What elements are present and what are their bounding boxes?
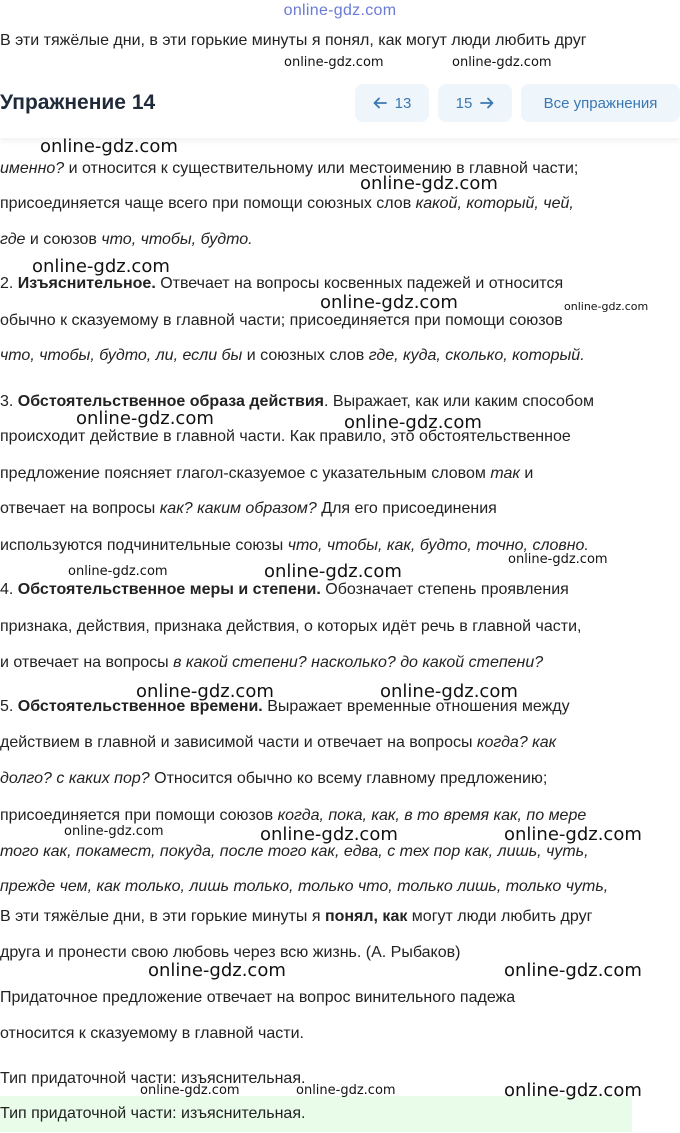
arrow-right-icon bbox=[480, 96, 494, 110]
watermark: online-gdz.com bbox=[504, 824, 642, 845]
text-line: признака, действия, признака действия, о которых идёт речь в главной части, bbox=[0, 618, 582, 635]
text-line: действием в главной и зависимой части и отвечает на вопросы когда? как bbox=[0, 734, 557, 751]
text-line: именно? и относится к существительному или местоимению в главной части; bbox=[0, 160, 579, 177]
solution-sentence: В эти тяжёлые дни, в эти горькие минуты я понял, как могут люди любить друг bbox=[0, 908, 593, 925]
clause-type-answer: Тип придаточной части: изъяснительная. bbox=[0, 1105, 306, 1122]
watermark: online-gdz.com bbox=[64, 824, 164, 839]
watermark: online-gdz.com bbox=[136, 681, 274, 702]
all-exercises-button[interactable] bbox=[521, 84, 680, 122]
watermark: online-gdz.com bbox=[360, 173, 498, 194]
text-line: 4. Обстоятельственное меры и степени. Обозначает степень проявления bbox=[0, 581, 569, 598]
text-line: долго? с каких пор? Относится обычно ко всему главному предложению; bbox=[0, 770, 548, 787]
watermark: online-gdz.com bbox=[320, 292, 458, 313]
watermark: online-gdz.com bbox=[508, 552, 608, 567]
text-line: где и союзов что, чтобы, будто. bbox=[0, 231, 253, 248]
page-title: Упражнение 14 bbox=[0, 91, 156, 114]
text-line: 5. Обстоятельственное времени. Выражает временные отношения между bbox=[0, 698, 570, 715]
prev-exercise-label: 13 bbox=[394, 94, 412, 112]
solution-explanation: Придаточное предложение отвечает на вопрос винительного падежа bbox=[0, 989, 516, 1006]
watermark: online-gdz.com bbox=[296, 1083, 396, 1098]
watermark: online-gdz.com bbox=[76, 408, 214, 429]
watermark: online-gdz.com bbox=[504, 1080, 642, 1101]
watermark: online-gdz.com bbox=[68, 564, 168, 579]
watermark: online-gdz.com bbox=[504, 960, 642, 981]
text-line: присоединяется при помощи союзов когда, пока, как, в то время как, по мере bbox=[0, 807, 587, 824]
watermark: online-gdz.com bbox=[264, 561, 402, 582]
text-line: 2. Изъяснительное. Отвечает на вопросы косвенных падежей и относится bbox=[0, 275, 564, 292]
clause-type: Тип придаточной части: изъяснительная. bbox=[0, 1070, 306, 1087]
text-line: 3. Обстоятельственное образа действия. Выражает, как или каким способом bbox=[0, 393, 594, 410]
text-line: что, чтобы, будто, ли, если бы и союзных слов где, куда, сколько, который. bbox=[0, 347, 585, 364]
watermark: online-gdz.com bbox=[380, 681, 518, 702]
all-exercises-label: Все упражнения bbox=[543, 94, 658, 112]
text-line: предложение поясняет глагол-сказуемое с указательным словом так и bbox=[0, 465, 534, 482]
text-line: и отвечает на вопросы в какой степени? насколько? до какой степени? bbox=[0, 654, 544, 671]
text-line: происходит действие в главной части. Как правило, это обстоятельственное bbox=[0, 428, 571, 445]
watermark: online-gdz.com bbox=[564, 300, 649, 313]
next-exercise-button[interactable] bbox=[438, 84, 512, 122]
next-exercise-label: 15 bbox=[455, 94, 473, 112]
solution-sentence: друга и пронести свою любовь через всю жизнь. (А. Рыбаков) bbox=[0, 944, 461, 961]
watermark: online-gdz.com bbox=[140, 1083, 240, 1098]
watermark: online-gdz.com bbox=[40, 136, 178, 157]
text-line: того как, покамест, покуда, после того как, едва, с тех пор как, лишь, чуть, bbox=[0, 843, 589, 860]
arrow-left-icon bbox=[373, 96, 387, 110]
watermark: online-gdz.com bbox=[452, 55, 552, 70]
example-sentence-preview: В эти тяжёлые дни, в эти горькие минуты я понял, как могут люди любить друг bbox=[0, 32, 587, 49]
watermark: online-gdz.com bbox=[260, 824, 398, 845]
text-line: используются подчинительные союзы что, чтобы, как, будто, точно, словно. bbox=[0, 537, 589, 554]
site-brand-link[interactable]: online-gdz.com bbox=[283, 2, 397, 19]
text-line: отвечает на вопросы как? каким образом? Для его присоединения bbox=[0, 500, 497, 517]
prev-exercise-button[interactable] bbox=[355, 84, 429, 122]
watermark: online-gdz.com bbox=[148, 960, 286, 981]
watermark: online-gdz.com bbox=[344, 412, 482, 433]
watermark: online-gdz.com bbox=[284, 55, 384, 70]
text-line: обычно к сказуемому в главной части; присоединяется при помощи союзов bbox=[0, 312, 563, 329]
text-line: прежде чем, как только, лишь только, только что, только лишь, только чуть, bbox=[0, 878, 609, 895]
text-line: присоединяется чаще всего при помощи союзных слов какой, который, чей, bbox=[0, 195, 574, 212]
solution-explanation: относится к сказуемому в главной части. bbox=[0, 1025, 304, 1042]
watermark: online-gdz.com bbox=[32, 256, 170, 277]
